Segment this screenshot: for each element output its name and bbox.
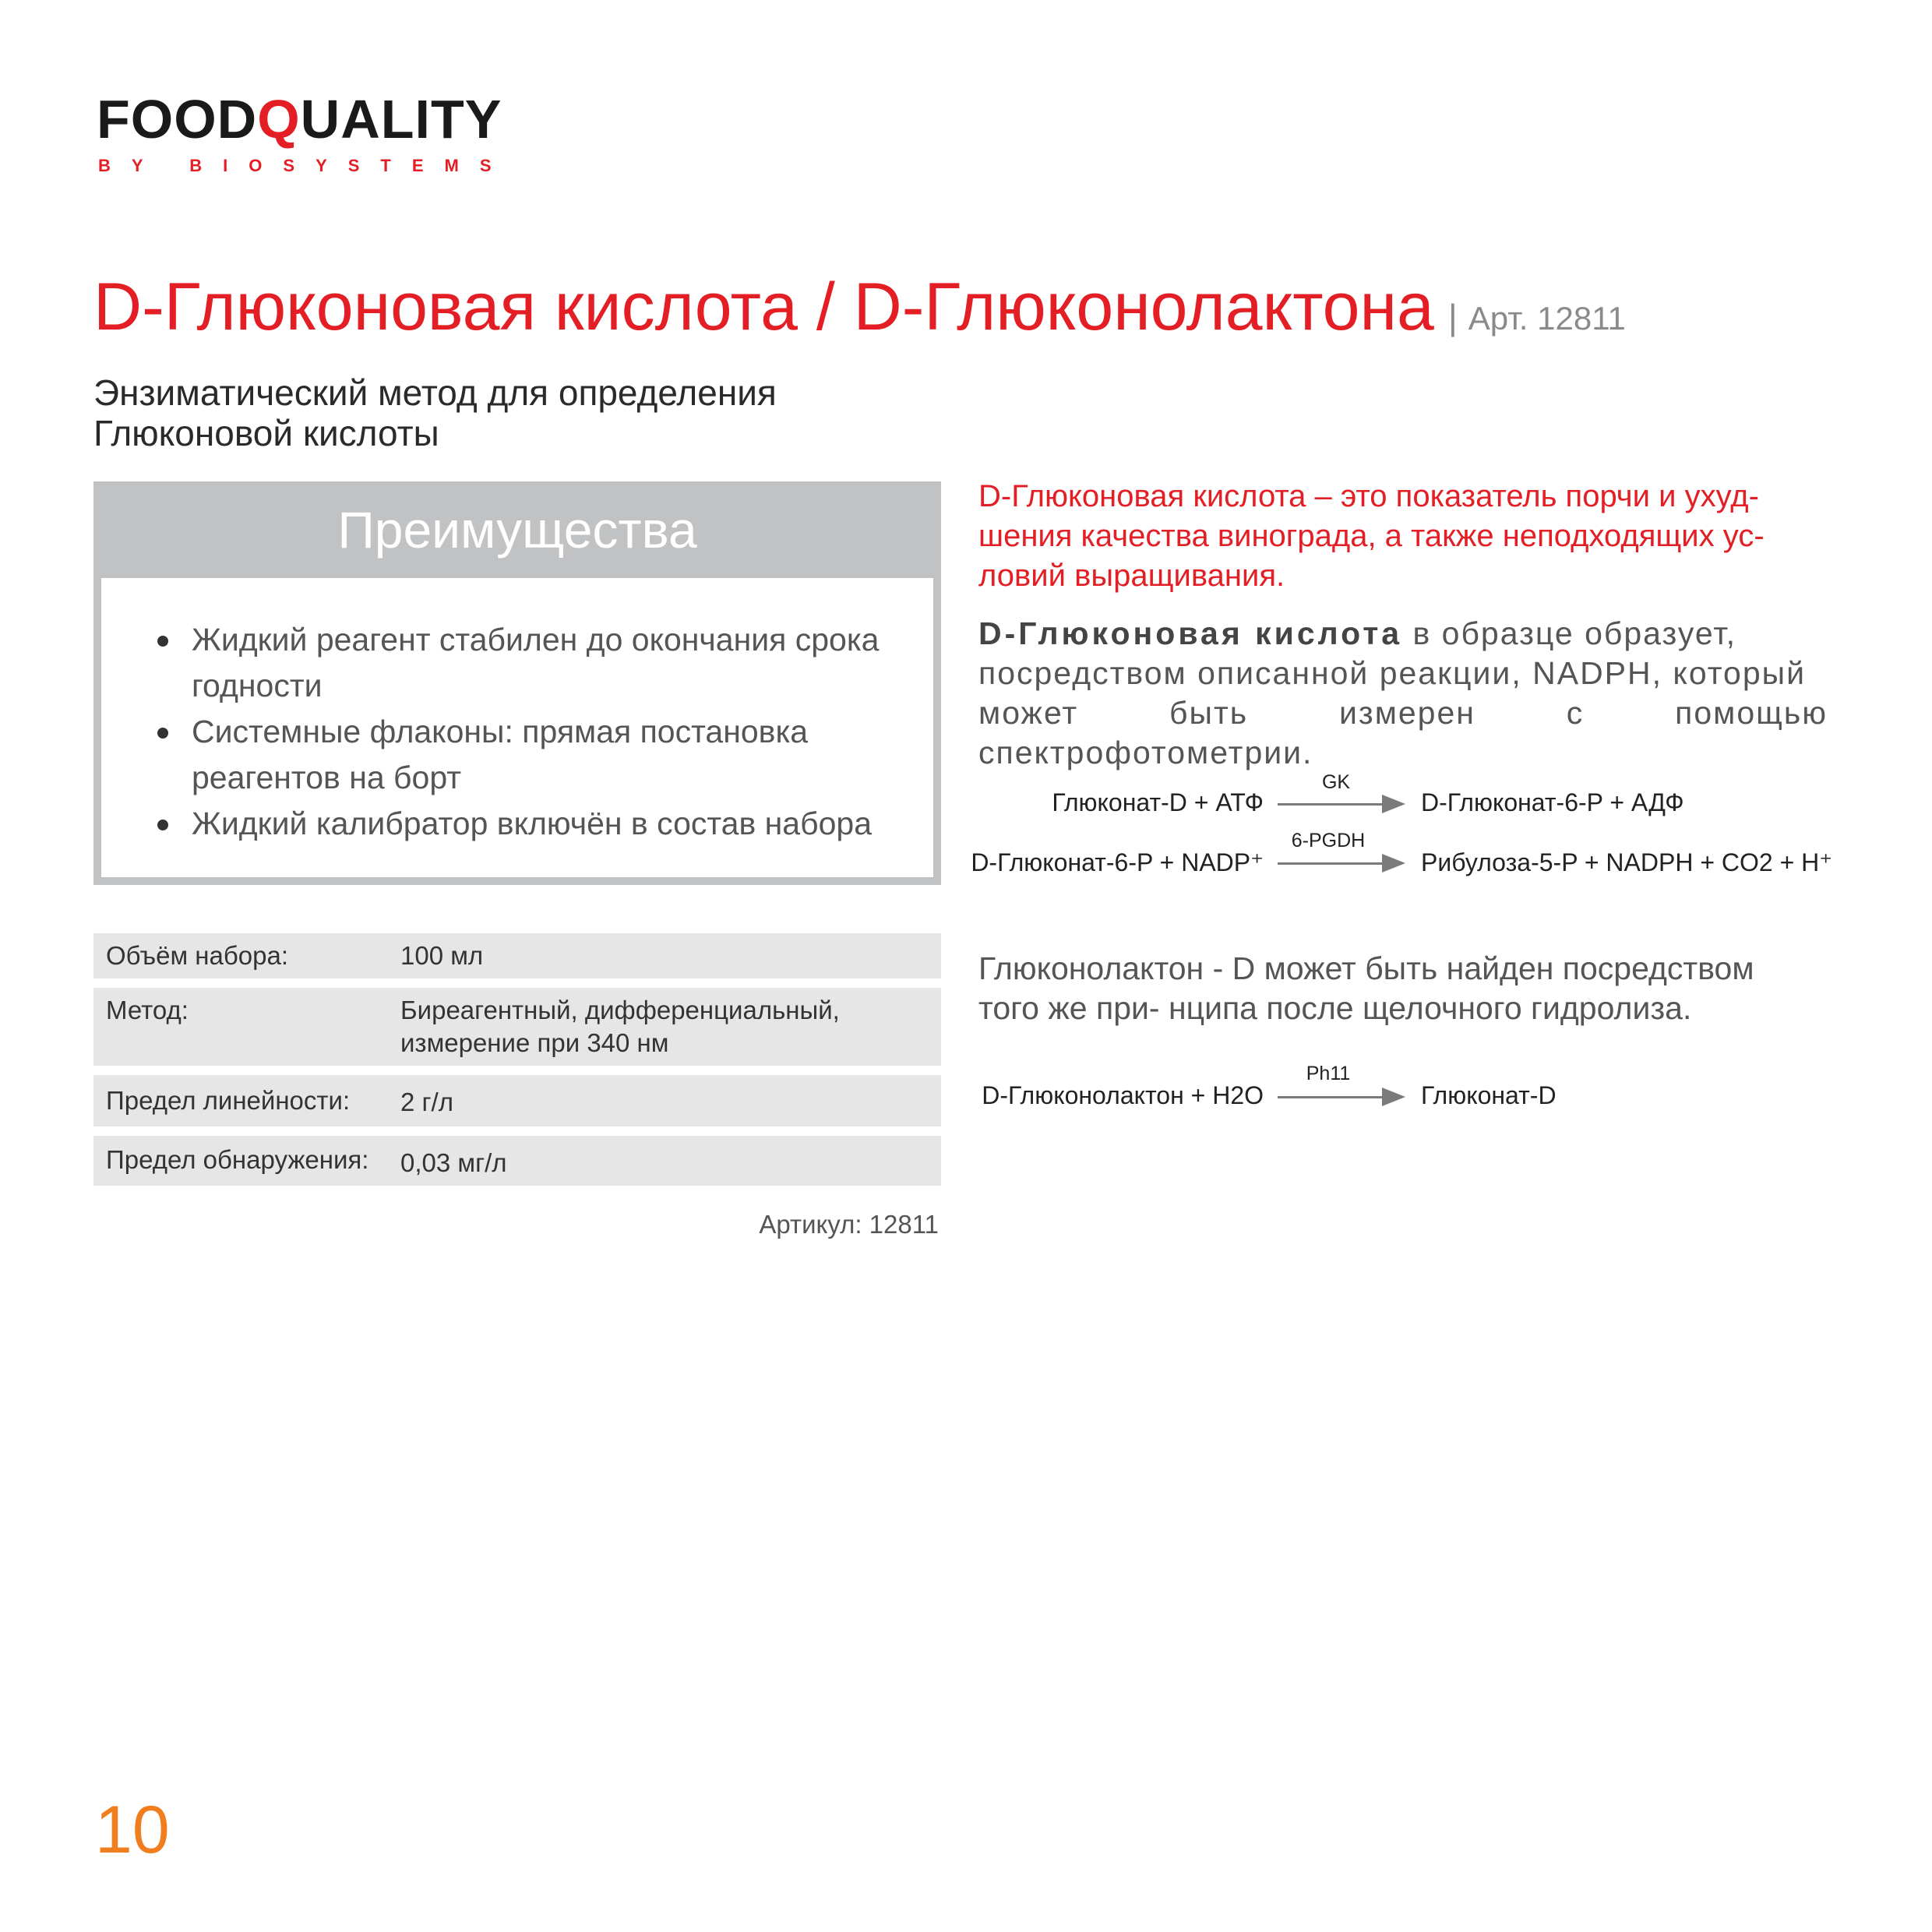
reaction-3-arrow (1278, 1096, 1402, 1098)
reaction-2-arrow (1278, 862, 1402, 865)
emphasis-term: D-Глюконовая кислота (978, 615, 1403, 651)
brand-logo (97, 89, 513, 178)
list-item: Системные флаконы: прямая постановка реагентов на борт (157, 709, 905, 801)
bullet-icon (157, 636, 168, 647)
spec-label: Предел обнаружения: (106, 1145, 369, 1174)
advantages-box (93, 481, 941, 885)
advantages-heading: Преимущества (337, 501, 697, 559)
reaction-1-left: Глюконат-D + АТФ (1052, 788, 1264, 816)
bullet-icon (157, 728, 168, 739)
title-article: Арт. 12811 (1468, 300, 1626, 337)
title-main: D-Глюконовая кислота / D-Глюконолактона (93, 270, 1434, 344)
table-row (93, 933, 941, 978)
description-paragraph: D-Глюконовая кислота в образце образует, посредством описанной реакции, NADPH, который может быть измерен с помощью спектрофотометрии. (978, 615, 1828, 770)
page-title (93, 269, 1626, 346)
advantages-list (157, 617, 905, 847)
page-number: 10 (95, 1793, 170, 1867)
article-number: Артикул: 12811 (759, 1210, 939, 1239)
bullet-icon (157, 820, 168, 830)
reaction-1-right: D-Глюконат-6-P + АДФ (1421, 788, 1684, 816)
gluconolactone-paragraph: Глюконолактон - D может быть найден посредством того же при- нципа после щелочного гидролиза. (978, 950, 1754, 1026)
reaction-2-enzyme: 6-PGDH (1291, 830, 1366, 851)
intro-text: D-Глюконовая кислота – это показатель порчи и ухуд- шения качества винограда, а также неподходящих ус- ловий выращивания. (978, 479, 1765, 593)
reaction-3-left: D-Глюконолактон + H2O (982, 1081, 1264, 1109)
table-row (93, 1075, 941, 1126)
table-row (93, 1136, 941, 1186)
reaction-1-arrow (1278, 803, 1402, 806)
spec-label: Объём набора: (106, 941, 289, 970)
reaction-2-right: Рибулоза-5-P + NADPH + CO2 + H⁺ (1421, 848, 1833, 876)
reaction-3-right: Глюконат-D (1421, 1081, 1557, 1109)
list-item: Жидкий реагент стабилен до окончания срока годности (157, 617, 905, 709)
spec-label: Метод: (106, 996, 189, 1024)
reaction-2-left: D-Глюконат-6-P + NADP⁺ (971, 848, 1264, 876)
title-separator: | (1447, 297, 1458, 337)
table-row (93, 988, 941, 1066)
spec-table (93, 933, 941, 1195)
spec-value: 0,03 мг/л (400, 1148, 507, 1177)
spec-label: Предел линейности: (106, 1086, 351, 1115)
logo-wordmark: FOODQUALITY (97, 89, 502, 150)
reaction-1-enzyme: GK (1321, 771, 1351, 793)
list-item: Жидкий калибратор включён в состав набора (157, 801, 905, 847)
logo-tagline: BY BIOSYSTEMS (98, 156, 513, 175)
spec-value: Биреагентный, дифференциальный, измерение при 340 нм (400, 996, 840, 1057)
spec-value: 100 мл (400, 941, 484, 970)
logo-q-letter: Q (257, 89, 301, 150)
advantages-content (101, 578, 933, 877)
subtitle: Энзиматический метод для определения Глюконовой кислоты (93, 372, 777, 453)
reaction-3-enzyme: Ph11 (1306, 1063, 1351, 1084)
spec-value: 2 г/л (400, 1088, 453, 1116)
